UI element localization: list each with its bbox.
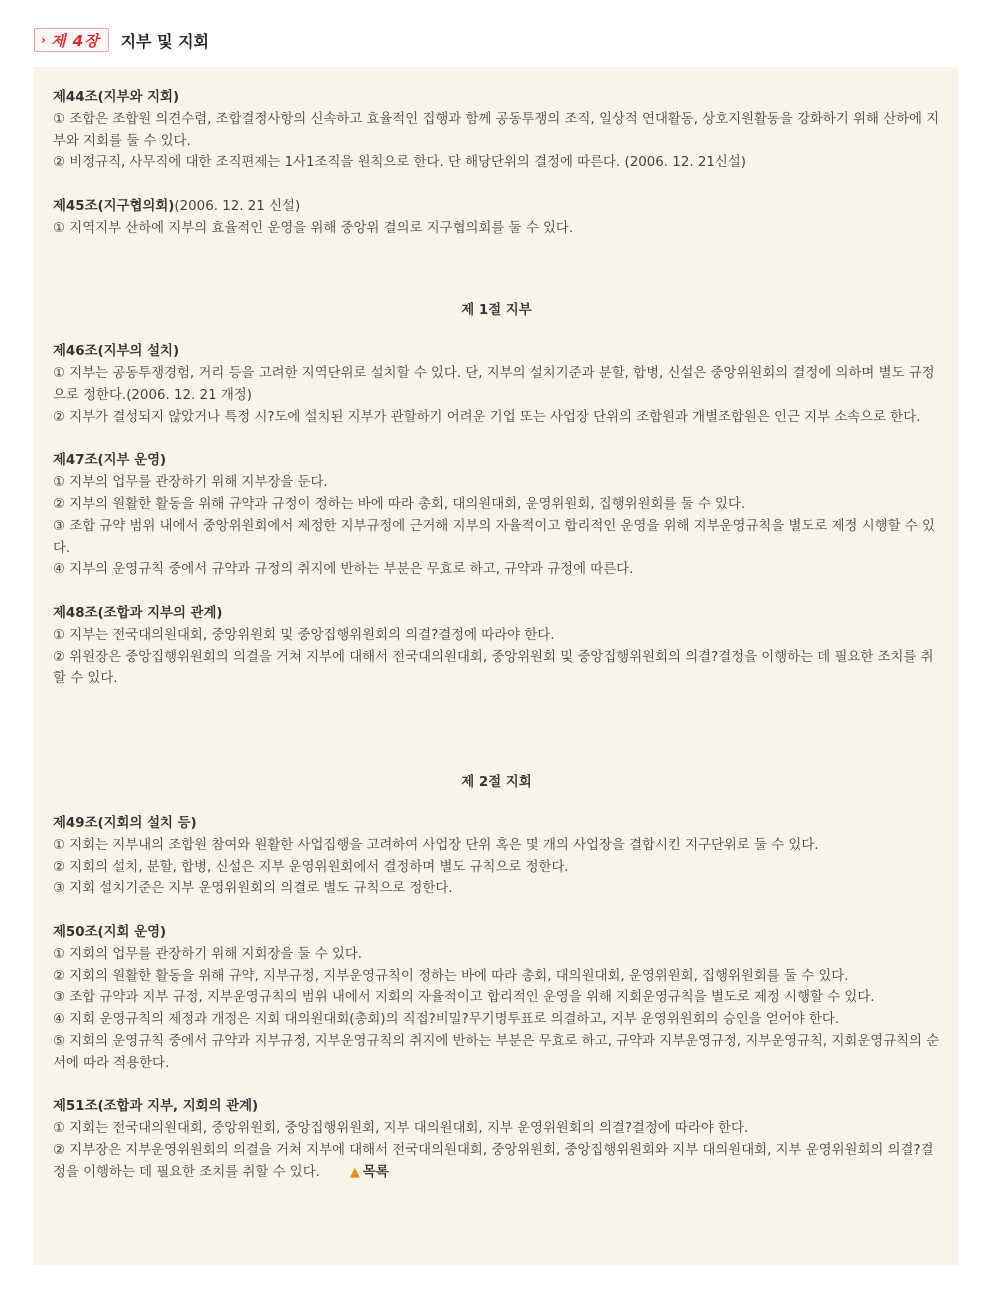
article-49 (53, 813, 940, 900)
article-47 (53, 450, 940, 581)
article-paragraph-text: ② 지부장은 지부운영위원회의 의결을 거쳐 지부에 대해서 전국대의원대회, 중앙위원회, 중앙집행위원회와 지부 대의원대회, 지부 운영위원회의 의결?결정을 이행하는 데 필요한 조치를 취할 수 있다. (53, 1142, 934, 1180)
article-heading (53, 196, 940, 218)
article-51 (53, 1096, 940, 1183)
article-title: 제51조(조합과 지부, 지회의 관계) (53, 1099, 259, 1115)
article-title: 제45조(지구협의회) (53, 198, 175, 214)
article-paragraph: ① 지역지부 산하에 지부의 효율적인 운영을 위해 중앙위 결의로 지구협의회를 둘 수 있다. (53, 220, 574, 236)
article-paragraph: ① 지회는 전국대의원대회, 중앙위원회, 중앙집행위원회, 지부 대의원대회, 지부 운영위원회의 의결?결정에 따라야 한다. (53, 1121, 749, 1137)
article-48 (53, 603, 940, 690)
article-title: 제46조(지부의 설치) (53, 344, 180, 360)
article-paragraph: ① 지부의 업무를 관장하기 위해 지부장을 둔다. (53, 475, 328, 491)
article-note: (2006. 12. 21 신설) (174, 198, 301, 214)
article-paragraph: ② 지부가 결성되지 않았거나 특정 시?도에 설치된 지부가 관할하기 어려운 기업 또는 사업장 단위의 조합원과 개별조합원은 인근 지부 소속으로 한다. (53, 409, 921, 425)
article-title: 제47조(지부 운영) (53, 453, 167, 469)
article-paragraph: ② 위원장은 중앙집행위원회의 의결을 거쳐 지부에 대해서 전국대의원대회, 중앙위원회 및 중앙집행위원회의 의결?결정을 이행하는 데 필요한 조치를 취할 수 있다. (53, 649, 934, 687)
article-paragraph: ③ 조합 규약과 지부 규정, 지부운영규칙의 범위 내에서 지회의 자율적이고 합리적인 운영을 위해 지회운영규칙을 별도로 제정 시행할 수 있다. (53, 990, 875, 1006)
article-paragraph: ② 지회의 설치, 분할, 합병, 신설은 지부 운영위원회에서 결정하며 별도 규칙으로 정한다. (53, 859, 569, 875)
article-title: 제44조(지부와 지회) (53, 90, 180, 105)
article-50 (53, 922, 940, 1075)
section-title: 제 2절 지회 (461, 775, 532, 791)
article-paragraph: ② 지회의 원활한 활동을 위해 규약, 지부규정, 지부운영규칙이 정하는 바에 따라 총회, 대의원대회, 운영위원회, 집행위원회를 둘 수 있다. (53, 968, 849, 984)
article-paragraph: ④ 지회 운영규칙의 제정과 개정은 지회 대의원대회(총회)의 직접?비밀?무기명투표로 의결하고, 지부 운영위원회의 승인을 얻어야 한다. (53, 1012, 840, 1028)
article-title: 제50조(지회 운영) (53, 924, 167, 940)
chapter-title: 지부 및 지회 (120, 31, 210, 51)
article-44 (53, 87, 940, 174)
article-paragraph: ④ 지부의 운영규칙 중에서 규약과 규정의 취지에 반하는 부분은 무효로 하고, 규약과 규정에 따른다. (53, 562, 634, 578)
article-title: 제49조(지회의 설치 등) (53, 815, 197, 831)
section-title: 제 1절 지부 (461, 302, 532, 318)
list-link[interactable] (350, 1162, 389, 1184)
article-paragraph: ① 조합은 조합원 의견수렴, 조합결정사항의 신속하고 효율적인 집행과 함께 공동투쟁의 조직, 일상적 연대활동, 상호지원활동을 강화하기 위해 산하에 지부와 지회를 둘 수 있다. (53, 111, 940, 149)
article-paragraph: ① 지회는 지부내의 조합원 참여와 원활한 사업집행을 고려하여 사업장 단위 혹은 몇 개의 사업장을 결합시킨 지구단위로 둘 수 있다. (53, 837, 819, 853)
article-paragraph: ① 지회의 업무를 관장하기 위해 지회장을 둘 수 있다. (53, 946, 363, 962)
article-paragraph: ③ 조합 규약 범위 내에서 중앙위원회에서 제정한 지부규정에 근거해 지부의 자율적이고 합리적인 운영을 위해 지부운영규칙을 별도로 제정 시행할 수 있다. (53, 518, 935, 556)
chapter-badge (34, 28, 109, 52)
article-paragraph: ① 지부는 전국대의원대회, 중앙위원회 및 중앙집행위원회의 의결?결정에 따라야 한다. (53, 627, 555, 643)
content-panel (33, 67, 958, 1265)
article-title: 제48조(조합과 지부의 관계) (53, 605, 223, 621)
article-paragraph-last (53, 1140, 940, 1184)
article-paragraph: ② 비정규직, 사무직에 대한 조직편제는 1사1조직을 원칙으로 한다. 단 해당단위의 결정에 따른다. (2006. 12. 21신설) (53, 155, 746, 171)
article-paragraph: ⑤ 지회의 운영규칙 중에서 규약과 지부규정, 지부운영규칙의 취지에 반하는 부분은 무효로 하고, 규약과 지부운영규정, 지부운영규칙, 지회운영규칙의 순서에 따라 적용한다. (53, 1033, 940, 1071)
list-link-label: 목록 (362, 1164, 389, 1180)
article-46 (53, 341, 940, 428)
chapter-number: 제 4장 (50, 31, 100, 50)
article-paragraph: ① 지부는 공동투쟁경험, 거리 등을 고려한 지역단위로 설치할 수 있다. 단, 지부의 설치기준과 분할, 합병, 신설은 중앙위원회의 결정에 의하며 별도 규정으로 정한다.(2006. 12. 21 개정) (53, 366, 935, 403)
article-45 (53, 196, 940, 240)
chapter-header (34, 27, 209, 53)
article-paragraph: ③ 지회 설치기준은 지부 운영위원회의 의결로 별도 규칙으로 정한다. (53, 881, 453, 897)
arrow-up-icon: ▲ (349, 1164, 360, 1180)
article-paragraph: ② 지부의 원활한 활동을 위해 규약과 규정이 정하는 바에 따라 총회, 대의원대회, 운영위원회, 집행위원회를 둘 수 있다. (53, 496, 746, 512)
chevron-right-icon: › (41, 33, 46, 47)
